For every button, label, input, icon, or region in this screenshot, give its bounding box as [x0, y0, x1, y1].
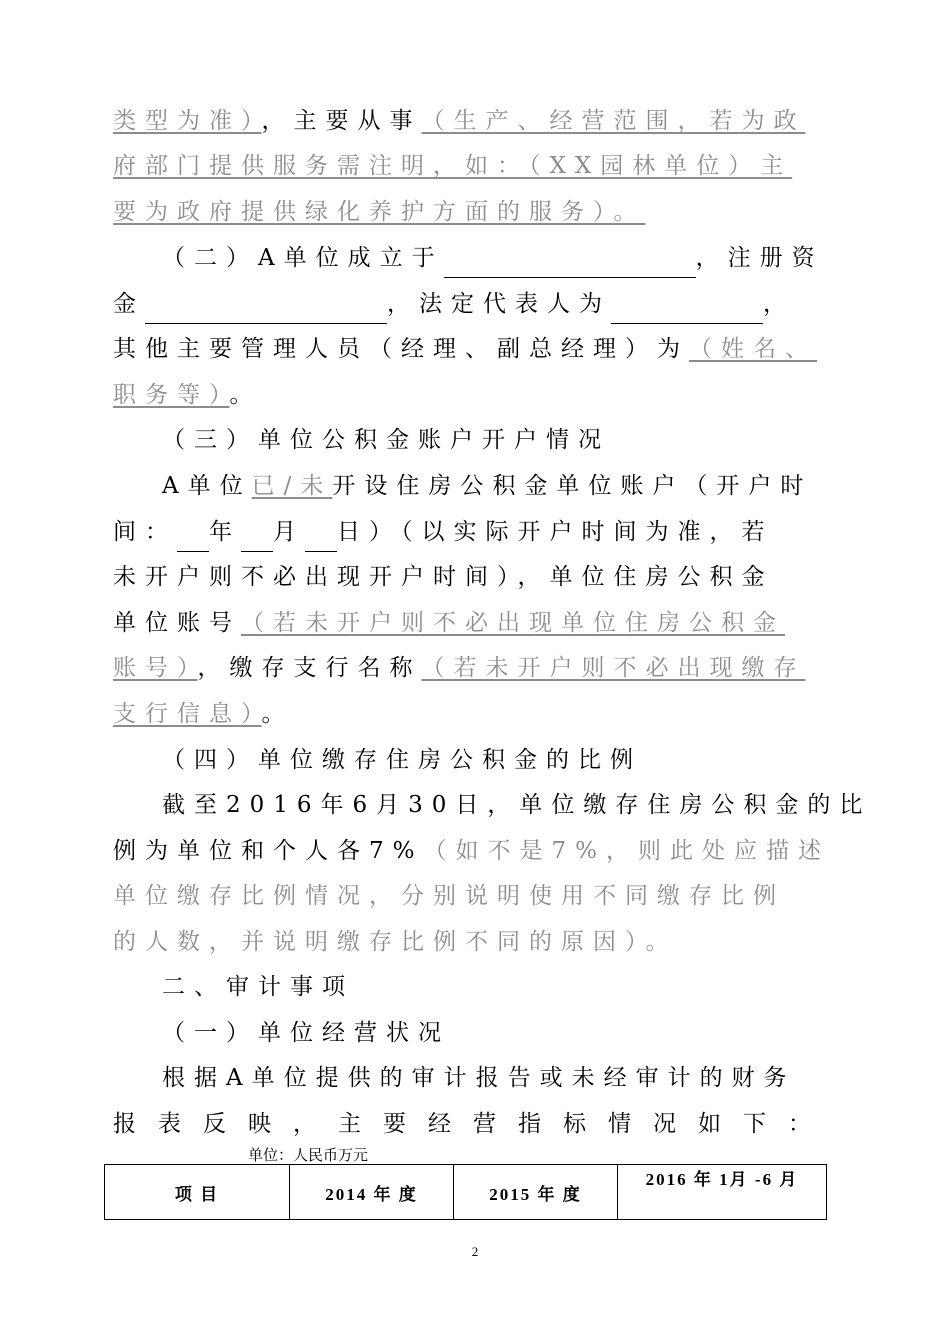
hint-text: 要为政府提供绿化养护方面的服务）。 [113, 199, 646, 225]
header-2014: 2014 年 度 [290, 1165, 454, 1220]
paragraph-line [113, 101, 833, 141]
paragraph-line [113, 375, 833, 415]
fill-blank-date[interactable] [444, 247, 696, 278]
body-text: （二）A单位成立于 [162, 245, 444, 271]
body-text: 。 [229, 382, 262, 408]
body-text: 金 [113, 291, 145, 317]
header-item: 项 目 [105, 1165, 290, 1220]
paragraph-line [113, 603, 833, 643]
body-text: 其他主要管理人员（经理、副总经理）为 [113, 336, 689, 362]
body-text: 报表反映，主要经营指标情况如下： [113, 1111, 833, 1137]
paragraph-line [113, 284, 833, 324]
paragraph-line [113, 922, 833, 962]
hint-text: 的人数，并说明缴存比例不同的原因）。 [113, 929, 678, 955]
paragraph-line [162, 238, 882, 278]
paragraph-line [162, 785, 882, 825]
body-text: 例为单位和个人各7% [113, 838, 424, 864]
body-text: 未开户则不必出现开户时间），单位住房公积金 [113, 564, 774, 590]
page-number: 2 [471, 1244, 479, 1259]
paragraph-line [113, 1104, 833, 1144]
hint-text: 账号） [113, 655, 198, 681]
hint-text: （若未开户则不必出现缴存 [421, 655, 806, 681]
body-text: 根据A单位提供的审计报告或未经审计的财务 [162, 1065, 796, 1091]
body-text: ，主要从事 [261, 108, 422, 134]
paragraph-line [113, 876, 833, 916]
hint-text: 府部门提供服务需注明，如：（XX园林单位）主 [113, 153, 793, 179]
paragraph-line [113, 512, 833, 552]
hint-text: 类型为准） [113, 108, 262, 134]
hint-text: （若未开户则不必出现单位住房公积金 [241, 610, 785, 636]
section-heading: 二、审计事项 [162, 974, 354, 1000]
paragraph-line [162, 1058, 882, 1098]
hint-text: （生产、经营范围，若为政 [421, 108, 806, 134]
hint-text: （如不是7%，则此处应描述 [423, 838, 830, 864]
paragraph-line [113, 146, 833, 186]
body-text: 月 [273, 519, 305, 545]
fill-blank-month[interactable] [241, 521, 273, 552]
paragraph-line [113, 192, 833, 232]
body-text: 日）（以实际开户时间为准，若 [337, 519, 774, 545]
indicator-table [104, 1164, 827, 1220]
hint-text: 支行信息） [113, 701, 262, 727]
body-text: 年 [209, 519, 241, 545]
body-text: 。 [261, 701, 294, 727]
table-header-row [105, 1165, 827, 1220]
fill-blank-day[interactable] [305, 521, 337, 552]
subsection-heading: （一）单位经营状况 [162, 1020, 450, 1046]
hint-text: （姓名、 [689, 336, 817, 362]
body-text: ， [763, 291, 795, 317]
section-heading: （三）单位公积金账户开户情况 [162, 427, 610, 453]
fill-blank-representative[interactable] [611, 293, 763, 324]
paragraph-line [113, 648, 833, 688]
body-text: 截至2016年6月30日，单位缴存住房公积金的比 [162, 792, 872, 818]
body-text: A单位 [162, 473, 252, 499]
paragraph-line [113, 329, 833, 369]
header-2015: 2015 年 度 [454, 1165, 618, 1220]
body-text: 单位账号 [113, 610, 241, 636]
body-text: ，注册资 [695, 245, 824, 271]
header-2016-h1: 2016 年 1月 -6 月 [618, 1165, 827, 1220]
unit-label: 单位：人民币万元 [248, 1146, 369, 1164]
hint-text: 职务等） [113, 382, 230, 408]
section-heading: （四）单位缴存住房公积金的比例 [162, 747, 642, 773]
paragraph-line [162, 466, 882, 506]
paragraph-line [113, 694, 833, 734]
hint-text: 已/未 [251, 473, 333, 499]
body-text: 开设住房公积金单位账户（开户时 [332, 473, 813, 499]
body-text: 间： [113, 519, 177, 545]
fill-blank-year[interactable] [177, 521, 209, 552]
paragraph-line [113, 557, 833, 597]
body-text: ，缴存支行名称 [197, 655, 422, 681]
body-text: ，法定代表人为 [387, 291, 611, 317]
paragraph-line [113, 831, 833, 871]
fill-blank-capital[interactable] [145, 293, 387, 324]
hint-text: 单位缴存比例情况，分别说明使用不同缴存比例 [113, 883, 785, 909]
